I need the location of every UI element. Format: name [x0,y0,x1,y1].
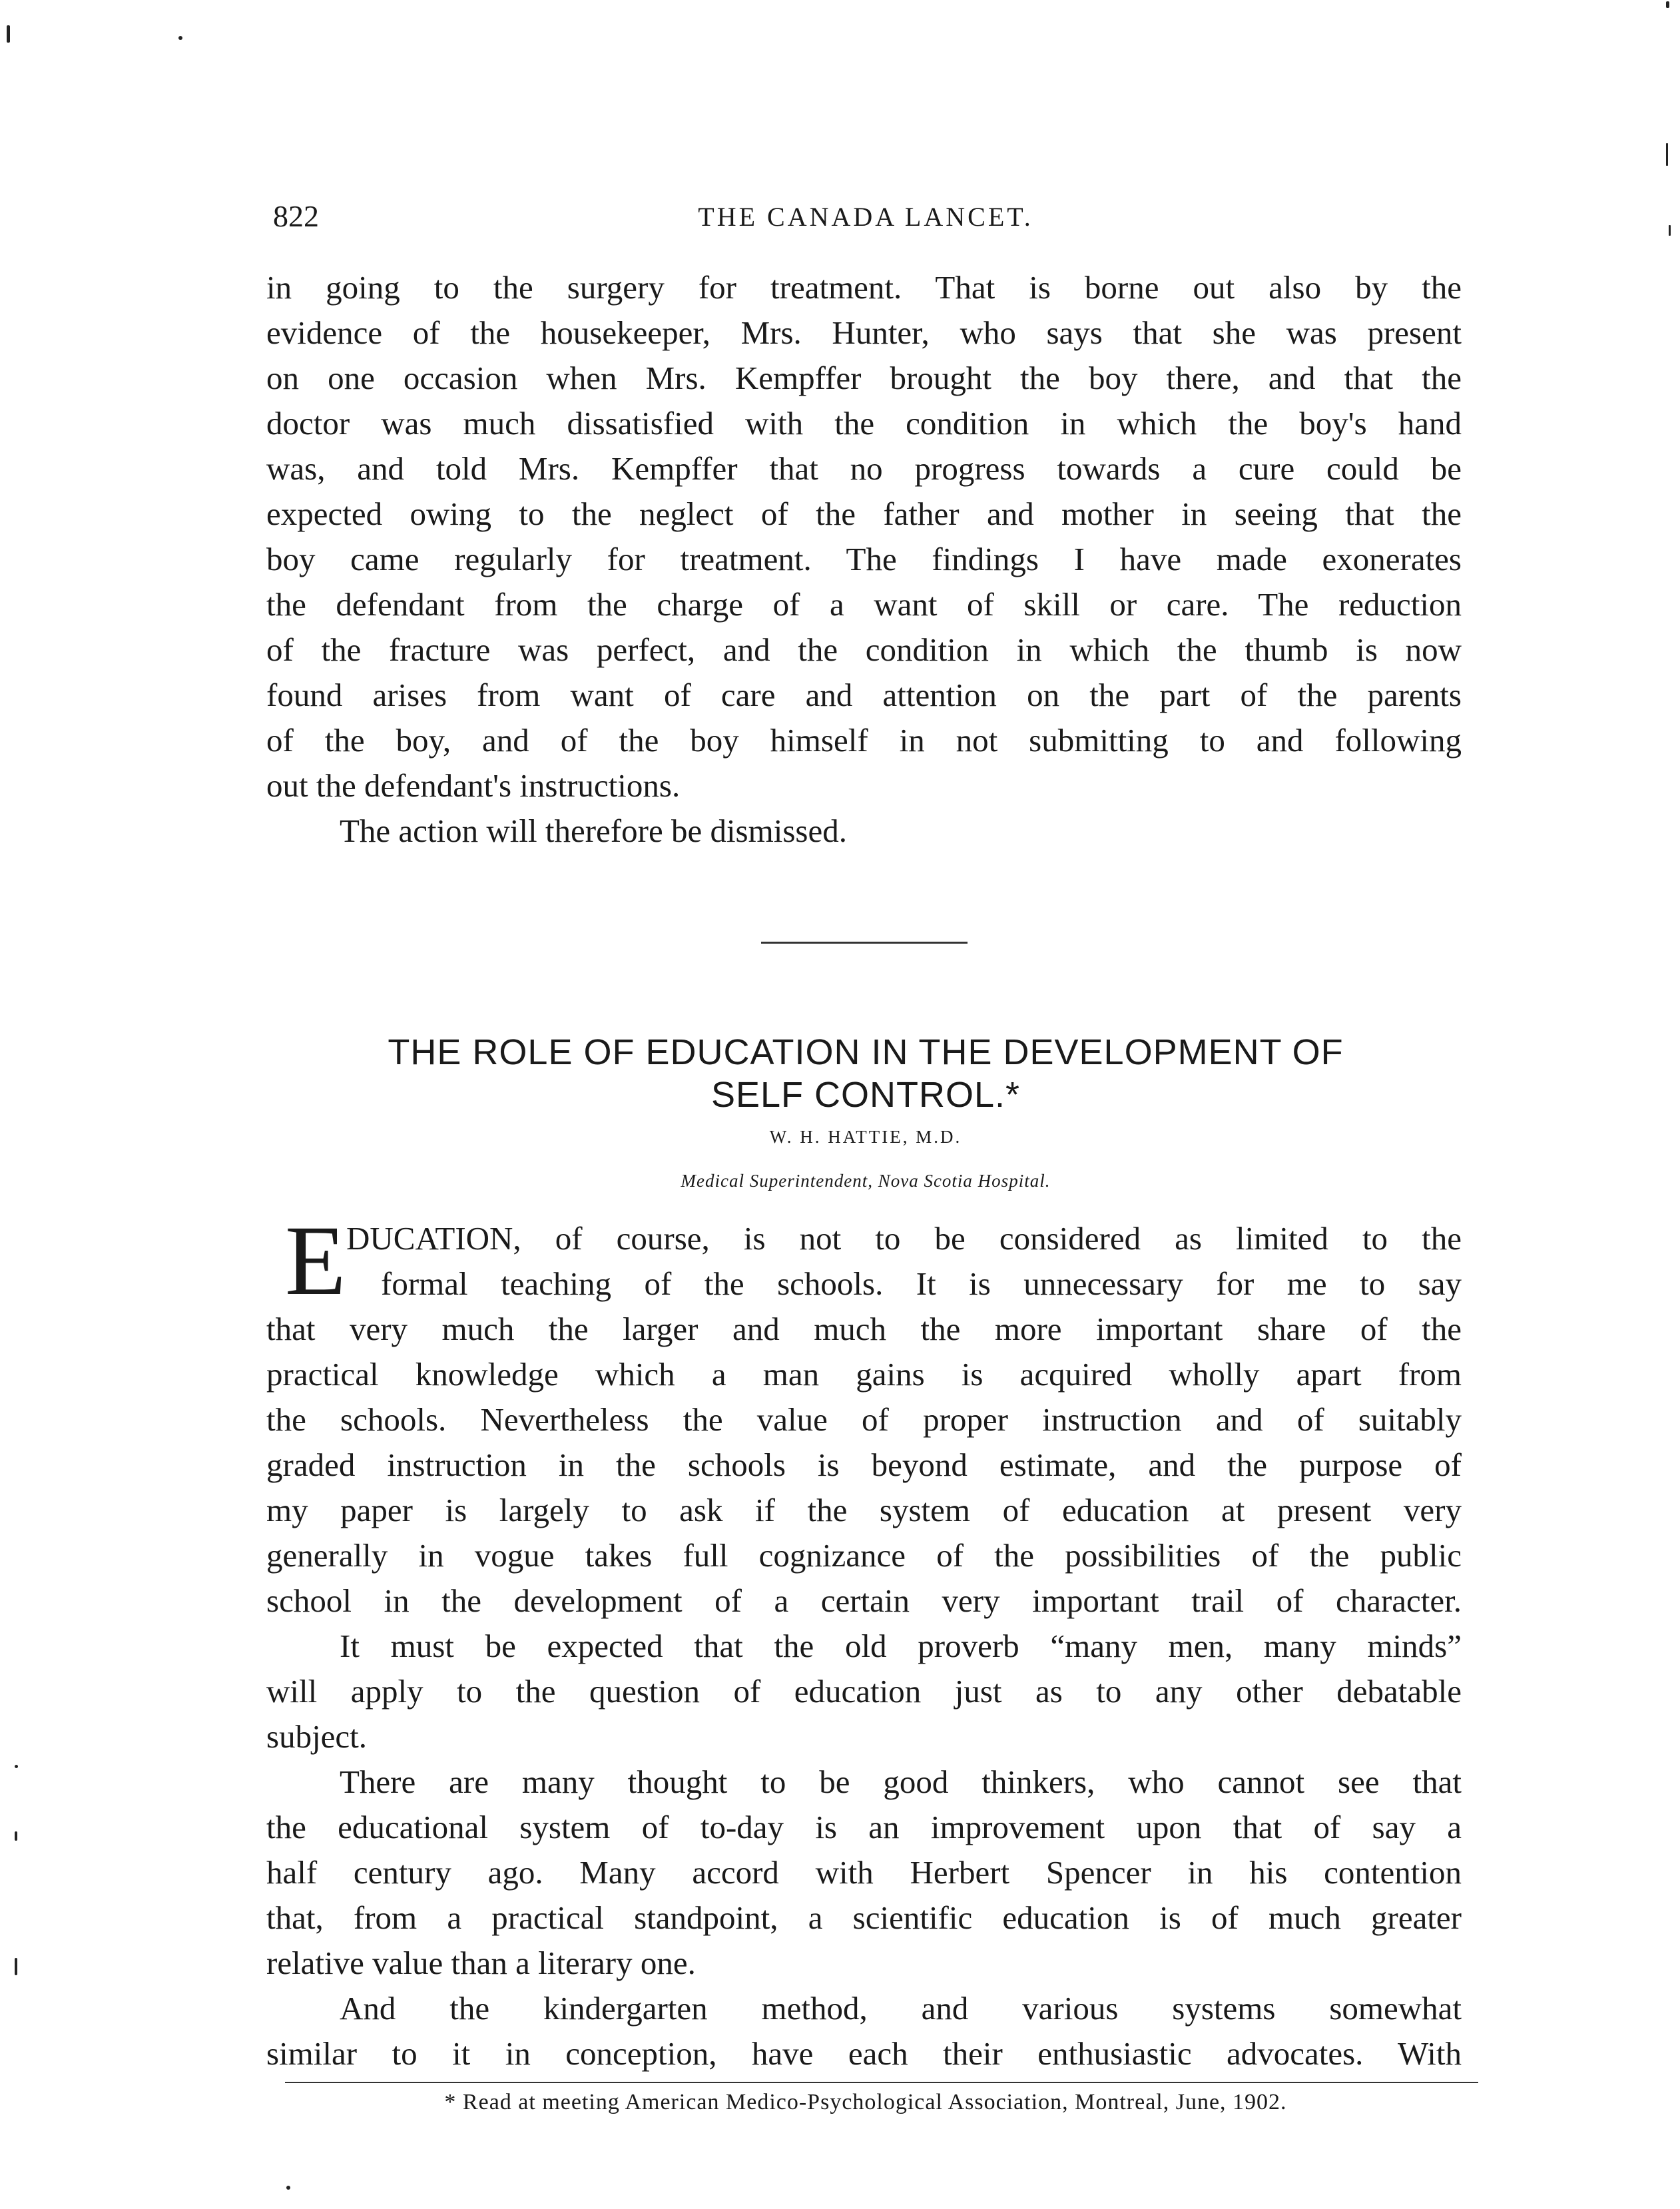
text-line: in going to the surgery for treatment. That is borne out also by the [266,269,1462,306]
text-line: that very much the larger and much the more important share of the [266,1311,1462,1347]
text-line: evidence of the housekeeper, Mrs. Hunter, who says that she was present [266,314,1462,351]
text-line: boy came regularly for treatment. The findings I have made exonerates [266,541,1462,577]
text-line: of the fracture was perfect, and the condition in which the thumb is now [266,631,1462,668]
article-title-line: THE ROLE OF EDUCATION IN THE DEVELOPMENT OF [388,1032,1344,1072]
drop-cap: E [285,1205,346,1316]
text-line: generally in vogue takes full cognizance of the possibilities of the public [266,1537,1462,1574]
scan-speck [178,36,182,40]
text-line: of the boy, and of the boy himself in not submitting to and following [266,722,1462,759]
article-body [266,1307,1462,2076]
scan-speck [15,1831,17,1841]
continued-paragraph [266,265,1462,854]
scan-speck [286,2186,290,2190]
text-line: the educational system of to-day is an improvement upon that of say a [266,1809,1462,1845]
text-line: And the kindergarten method, and various systems somewhat [340,1990,1462,2027]
footnote: * Read at meeting American Medico-Psychological Association, Montreal, June, 1902. [444,2090,1287,2114]
text-line: the defendant from the charge of a want of skill or care. The reduction [266,586,1462,623]
running-head [266,198,1465,238]
closing-line: The action will therefore be dismissed. [340,812,847,849]
text-line: was, and told Mrs. Kempffer that no progress towards a cure could be [266,450,1462,487]
text-line: It must be expected that the old proverb “many men, many minds” [340,1628,1462,1664]
text-line: doctor was much dissatisfied with the condition in which the boy's hand [266,405,1462,442]
scan-speck [1669,225,1671,236]
paragraph-opening [381,1261,1462,1307]
scan-speck [1666,1,1669,8]
section-separator [761,942,968,944]
text-line: relative value than a literary one. [266,1945,696,1981]
text-line: practical knowledge which a man gains is acquired wholly apart from [266,1356,1462,1393]
text-line: subject. [266,1718,368,1755]
author-name: W. H. HATTIE, M.D. [769,1127,962,1147]
text-line: expected owing to the neglect of the father and mother in seeing that the [266,495,1462,532]
scan-speck [15,1765,18,1768]
paragraph-opening [346,1216,1462,1261]
text-line: formal teaching of the schools. It is unnecessary for me to say [381,1265,1462,1302]
scan-speck [7,25,10,43]
text-line: found arises from want of care and attention on the part of the parents [266,677,1462,713]
journal-title: THE CANADA LANCET. [698,202,1033,232]
text-line: my paper is largely to ask if the system of education at present very [266,1492,1462,1528]
text-line: half century ago. Many accord with Herbert Spencer in his contention [266,1854,1462,1891]
text-line: will apply to the question of education just as to any other debatable [266,1673,1462,1710]
text-line: DUCATION, of course, is not to be considered as limited to the [346,1220,1462,1257]
text-line: graded instruction in the schools is beyond estimate, and the purpose of [266,1446,1462,1483]
text-line: on one occasion when Mrs. Kempffer brought the boy there, and that the [266,360,1462,396]
scan-speck [15,1958,17,1975]
footnote-rule [285,2082,1478,2083]
text-line: that, from a practical standpoint, a scientific education is of much greater [266,1899,1462,1936]
article-title-line: SELF CONTROL.* [710,1075,1021,1115]
text-line: the schools. Nevertheless the value of proper instruction and of suitably [266,1401,1462,1438]
text-line: similar to it in conception, have each their enthusiastic advocates. With [266,2035,1462,2072]
text-line: school in the development of a certain very important trail of character. [266,1582,1462,1619]
article-title [266,1031,1465,1116]
author-affiliation: Medical Superintendent, Nova Scotia Hospital. [681,1171,1051,1191]
page-number: 822 [273,199,319,233]
text-line: out the defendant's instructions. [266,767,681,804]
text-line: There are many thought to be good thinkers, who cannot see that [340,1763,1462,1800]
scan-speck [1666,143,1668,166]
